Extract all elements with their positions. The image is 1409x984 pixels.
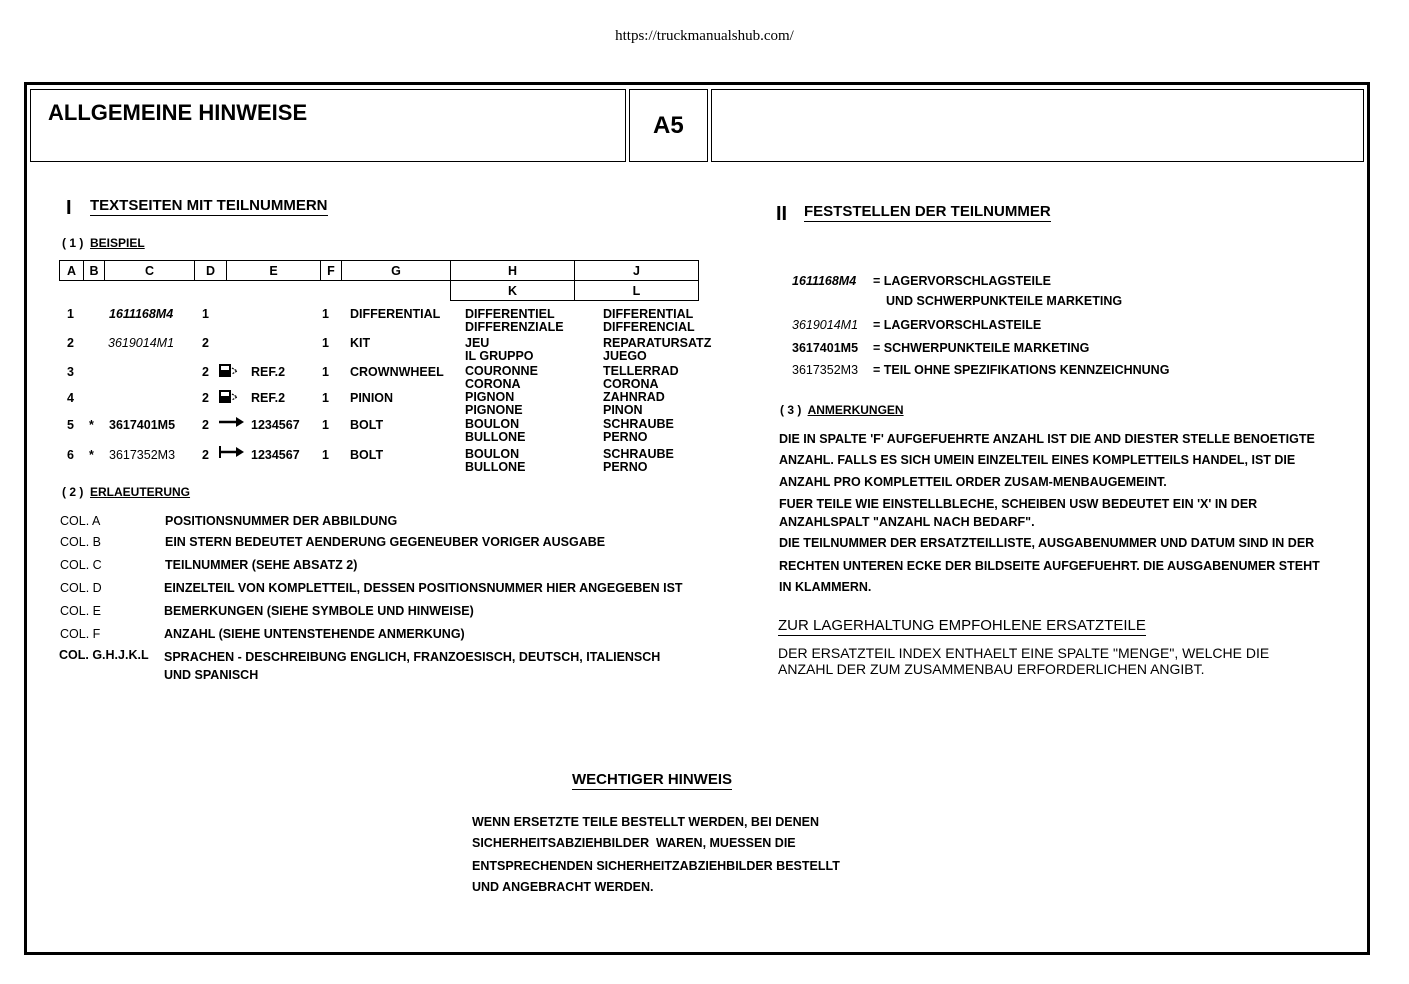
col-header-k: K <box>451 281 575 301</box>
explanation-number: ( 2 ) <box>62 485 84 499</box>
note-line: FUER TEILE WIE EINSTELLBLECHE, SCHEIBEN USW BEDEUTET EIN 'X' IN DER <box>779 497 1258 511</box>
col-header-l: L <box>575 281 699 301</box>
column-header-table <box>59 260 699 301</box>
part-description: = TEIL OHNE SPEZIFIKATIONS KENNZEICHNUNG <box>873 363 1170 377</box>
part-number: 3619014M1 <box>792 318 859 332</box>
cell-f: 1 <box>322 365 329 379</box>
explanation-text: EINZELTEIL VON KOMPLETTEIL, DESSEN POSITIONSNUMMER HIER ANGEGEBEN IST <box>164 581 683 595</box>
note-line: IN KLAMMERN. <box>779 580 872 594</box>
cell-g: BOLT <box>350 418 384 432</box>
part-description: = LAGERVORSCHLAGSTEILE <box>873 274 1051 288</box>
cell-f: 1 <box>322 391 329 405</box>
stock-text: DER ERSATZTEIL INDEX ENTHAELT EINE SPALTE "MENGE", WELCHE DIE ANZAHL DER ZUM ZUSAMMENBAU ERFORDERLICHEN ANGIBT. <box>778 645 1270 677</box>
col-header-j: J <box>575 261 699 281</box>
part-number: 3617401M5 <box>792 341 859 355</box>
cell-h: BOULON BULLONE <box>465 447 526 474</box>
part-description: = LAGERVORSCHLASTEILE <box>873 318 1042 332</box>
cell-d: 2 <box>202 418 209 432</box>
cell-h: PIGNON PIGNONE <box>465 390 523 417</box>
cell-b: * <box>89 418 94 432</box>
cell-j: TELLERRAD CORONA <box>603 364 679 391</box>
notice-line: ENTSPRECHENDEN SICHERHEITZABZIEHBILDER BESTELLT <box>472 859 840 873</box>
arrow-with-stop-icon <box>218 445 246 459</box>
explanation-text: ANZAHL (SIEHE UNTENSTEHENDE ANMERKUNG) <box>164 627 465 641</box>
col-header-b: B <box>84 261 105 281</box>
part-description: = SCHWERPUNKTEILE MARKETING <box>873 341 1090 355</box>
cell-j: DIFFERENTIAL DIFFERENCIAL <box>603 307 695 334</box>
explanation-col: COL. B <box>60 535 101 549</box>
cell-c: 3619014M1 <box>108 336 175 350</box>
section2-heading: FESTSTELLEN DER TEILNUMMER <box>804 203 1051 220</box>
notes-title: ANMERKUNGEN <box>807 403 904 417</box>
note-line: DIE TEILNUMMER DER ERSATZTEILLISTE, AUSGABENUMMER UND DATUM SIND IN DER <box>779 536 1315 550</box>
cell-d: 1 <box>202 307 209 321</box>
section2-numeral: II <box>776 203 788 225</box>
cell-j: SCHRAUBE PERNO <box>603 417 674 444</box>
explanation-text: BEMERKUNGEN (SIEHE SYMBOLE UND HINWEISE) <box>164 604 474 618</box>
cell-f: 1 <box>322 307 329 321</box>
cell-g: CROWNWHEEL <box>350 365 444 379</box>
col-header-f: F <box>321 261 342 281</box>
cell-a: 4 <box>67 391 74 405</box>
col-header-c: C <box>105 261 195 281</box>
cell-a: 5 <box>67 418 74 432</box>
cell-f: 1 <box>322 418 329 432</box>
example-label <box>62 236 145 250</box>
explanation-col: COL. D <box>60 581 102 595</box>
cell-c: 3617401M5 <box>109 418 176 432</box>
note-line: ANZAHL. FALLS ES SICH UMEIN EINZELTEIL EINES KOMPLETTEILS HANDEL, IST DIE <box>779 453 1296 467</box>
cell-e: 1234567 <box>251 418 300 432</box>
cell-j: ZAHNRAD PINON <box>603 390 665 417</box>
explanation-col: COL. G.H.J.K.L <box>59 648 149 662</box>
cell-d: 2 <box>202 391 209 405</box>
example-title: BEISPIEL <box>90 236 145 250</box>
cell-h: DIFFERENTIEL DIFFERENZIALE <box>465 307 564 334</box>
explanation-text: TEILNUMMER (SEHE ABSATZ 2) <box>165 558 358 572</box>
col-header-d: D <box>195 261 227 281</box>
stock-heading: ZUR LAGERHALTUNG EMPFOHLENE ERSATZTEILE <box>778 617 1146 634</box>
cell-a: 1 <box>67 307 74 321</box>
cell-f: 1 <box>322 448 329 462</box>
cell-e: REF.2 <box>251 391 286 405</box>
notes-number: ( 3 ) <box>780 403 802 417</box>
col-header-g: G <box>342 261 451 281</box>
section1-heading: TEXTSEITEN MIT TEILNUMMERN <box>90 197 328 214</box>
note-line: ANZAHL PRO KOMPLETTEIL ORDER ZUSAM-MENBAUGEMEINT. <box>779 475 1167 489</box>
notes-label <box>780 403 904 417</box>
explanation-col: COL. A <box>60 514 101 528</box>
notice-line: UND ANGEBRACHT WERDEN. <box>472 880 654 894</box>
cell-a: 3 <box>67 365 74 379</box>
note-line: ANZAHLSPALT "ANZAHL NACH BEDARF". <box>779 515 1035 529</box>
cell-a: 2 <box>67 336 74 350</box>
cell-d: 2 <box>202 365 209 379</box>
part-number: 3617352M3 <box>792 363 859 377</box>
fuel-pump-icon <box>218 389 246 405</box>
col-header-h: H <box>451 261 575 281</box>
explanation-text: EIN STERN BEDEUTET AENDERUNG GEGENEUBER VORIGER AUSGABE <box>165 535 606 549</box>
explanation-label <box>62 485 190 499</box>
example-number: ( 1 ) <box>62 236 84 250</box>
cell-g: PINION <box>350 391 394 405</box>
cell-c: 3617352M3 <box>109 448 176 462</box>
note-line: RECHTEN UNTEREN ECKE DER BILDSEITE AUFGEFUEHRT. DIE AUSGABENUMER STEHT <box>779 559 1320 573</box>
explanation-text: POSITIONSNUMMER DER ABBILDUNG <box>165 514 398 528</box>
cell-h: COURONNE CORONA <box>465 364 538 391</box>
cell-d: 2 <box>202 448 209 462</box>
col-header-e: E <box>227 261 321 281</box>
cell-b: * <box>89 448 94 462</box>
fuel-pump-icon <box>218 363 246 379</box>
page-title: ALLGEMEINE HINWEISE <box>48 100 308 125</box>
explanation-title: ERLAEUTERUNG <box>90 485 191 499</box>
col-header-a: A <box>60 261 84 281</box>
note-line: DIE IN SPALTE 'F' AUFGEFUEHRTE ANZAHL IST DIE AND DIESTER STELLE BENOETIGTE <box>779 432 1315 446</box>
cell-g: KIT <box>350 336 371 350</box>
explanation-col: COL. C <box>60 558 102 572</box>
source-url[interactable]: https://truckmanualshub.com/ <box>615 28 794 44</box>
cell-j: SCHRAUBE PERNO <box>603 447 674 474</box>
cell-e: 1234567 <box>251 448 300 462</box>
explanation-text: SPRACHEN - DESCHREIBUNG ENGLICH, FRANZOESISCH, DEUTSCH, ITALIENSCH UND SPANISCH <box>164 650 661 682</box>
cell-j: REPARATURSATZ JUEGO <box>603 336 712 363</box>
cell-g: BOLT <box>350 448 384 462</box>
cell-a: 6 <box>67 448 74 462</box>
notice-line: WENN ERSETZTE TEILE BESTELLT WERDEN, BEI DENEN <box>472 815 820 829</box>
cell-h: BOULON BULLONE <box>465 417 526 444</box>
part-number: 1611168M4 <box>792 274 857 288</box>
cell-h: JEU IL GRUPPO <box>465 336 534 363</box>
part-description-cont: UND SCHWERPUNKTEILE MARKETING <box>886 294 1123 308</box>
cell-g: DIFFERENTIAL <box>350 307 441 321</box>
section1-numeral: I <box>66 197 72 219</box>
page-code: A5 <box>653 112 684 139</box>
cell-e: REF.2 <box>251 365 286 379</box>
explanation-col: COL. E <box>60 604 101 618</box>
arrow-right-icon <box>218 416 246 428</box>
notice-line: SICHERHEITSABZIEHBILDER WAREN, MUESSEN DIE <box>472 836 796 850</box>
cell-d: 2 <box>202 336 209 350</box>
notice-heading: WECHTIGER HINWEIS <box>572 771 732 788</box>
cell-f: 1 <box>322 336 329 350</box>
cell-c: 1611168M4 <box>109 307 174 321</box>
empty-header-box <box>711 89 1364 162</box>
explanation-col: COL. F <box>60 627 101 641</box>
